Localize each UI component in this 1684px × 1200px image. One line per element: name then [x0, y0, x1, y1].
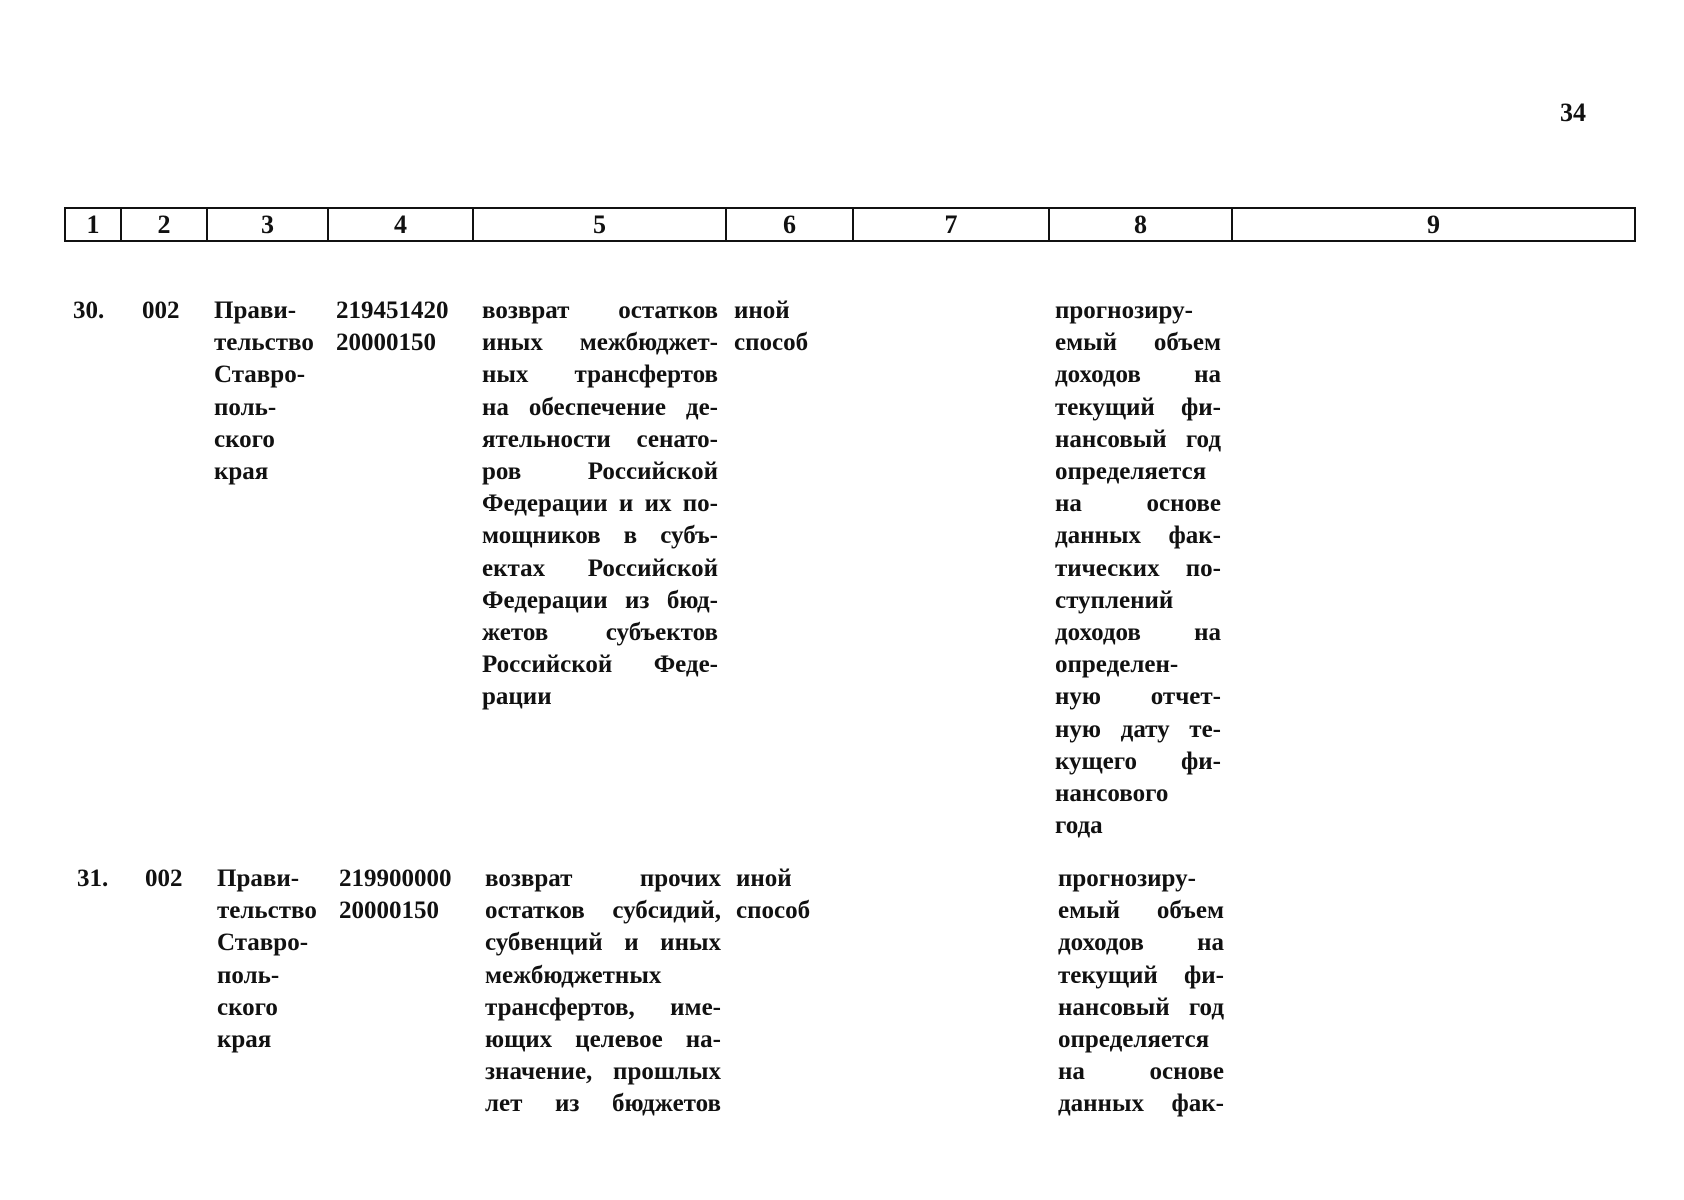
header-col-6: 6	[727, 209, 854, 240]
text-line: значение, прошлых	[485, 1058, 721, 1086]
text-line: Прави-	[217, 865, 300, 892]
header-col-9: 9	[1427, 209, 1440, 239]
text-line: определен-	[1055, 651, 1179, 679]
text-line: прогнозиру-	[1058, 865, 1196, 892]
text-line: ных трансфертов	[482, 361, 718, 389]
row-number: 31.	[77, 865, 109, 892]
text-line: кущего фи-	[1055, 747, 1221, 775]
text-line: Прави-	[214, 297, 297, 324]
text-line: емый объем	[1058, 897, 1224, 925]
forecast-method	[736, 863, 810, 927]
admin-code: 002	[145, 865, 183, 892]
text-line: ную отчет-	[1055, 683, 1221, 711]
text-line: ятельности сенато-	[482, 425, 718, 453]
text-line: трансфертов, име-	[485, 993, 721, 1021]
text-line: на обеспечение де-	[482, 393, 718, 421]
text-line: возврат прочих	[485, 865, 721, 892]
calculation-algorithm	[1058, 863, 1224, 1121]
text-line: возврат остатков	[482, 297, 718, 324]
text-line: края	[214, 458, 269, 486]
text-line: доходов на	[1055, 619, 1221, 647]
text-line: ского	[217, 993, 278, 1021]
text-line: поль-	[214, 393, 277, 421]
text-line: Ставро-	[217, 929, 309, 957]
text-line: на основе	[1055, 490, 1221, 518]
text-line: края	[217, 1026, 272, 1054]
text-line: емый объем	[1055, 329, 1221, 357]
text-line: ную дату те-	[1055, 715, 1221, 743]
text-line: нансовый год	[1055, 425, 1221, 453]
text-line: ступлений	[1055, 586, 1174, 614]
text-line: определяется	[1058, 1026, 1210, 1054]
forecast-method	[734, 295, 808, 359]
text-line: Ставро-	[214, 361, 306, 389]
admin-code: 002	[142, 297, 180, 324]
budget-classification-code	[336, 295, 449, 359]
text-line: поль-	[217, 961, 280, 989]
text-line: прогнозиру-	[1055, 297, 1193, 324]
text-line: ров Российской	[482, 458, 718, 486]
text-line: Российской Феде-	[482, 651, 718, 679]
header-col-1: 1	[66, 209, 122, 240]
text-line: иной	[736, 865, 792, 892]
text-line: нансовый год	[1058, 993, 1224, 1021]
text-line: текущий фи-	[1058, 961, 1224, 989]
text-line: 20000150	[339, 897, 439, 925]
text-line: Федерации из бюд-	[482, 586, 718, 614]
text-line: тельство	[217, 897, 317, 925]
text-line: лет из бюджетов	[485, 1090, 721, 1118]
text-line: текущий фи-	[1055, 393, 1221, 421]
text-line: рации	[482, 683, 552, 711]
header-col-3: 3	[208, 209, 329, 240]
text-line: субвенций и иных	[485, 929, 721, 957]
text-line: года	[1055, 812, 1103, 840]
text-line: иной	[734, 297, 790, 324]
text-line: иных межбюджет-	[482, 329, 718, 357]
text-line: ектах Российской	[482, 554, 718, 582]
administrator-name	[217, 863, 327, 1056]
revenue-name	[482, 295, 718, 714]
text-line: способ	[734, 329, 809, 357]
column-number-header	[64, 207, 1636, 242]
page-number: 34	[1560, 98, 1586, 127]
text-line: ского	[214, 425, 275, 453]
revenue-name	[485, 863, 721, 1121]
administrator-name	[214, 295, 324, 488]
text-line: межбюджетных	[485, 961, 662, 989]
text-line: нансового	[1055, 780, 1169, 808]
text-line: доходов на	[1058, 929, 1224, 957]
text-line: тических по-	[1055, 554, 1221, 582]
text-line: 219900000	[339, 865, 452, 892]
text-line: ющих целевое на-	[485, 1026, 721, 1054]
text-line: тельство	[214, 329, 314, 357]
text-line: Федерации и их по-	[482, 490, 718, 518]
header-col-2: 2	[122, 209, 208, 240]
text-line: способ	[736, 897, 811, 925]
text-line: определяется	[1055, 458, 1207, 486]
text-line: мощников в субъ-	[482, 522, 718, 550]
text-line: данных фак-	[1055, 522, 1221, 550]
text-line: данных фак-	[1058, 1090, 1224, 1118]
budget-classification-code	[339, 863, 452, 927]
header-col-5: 5	[474, 209, 727, 240]
header-col-8: 8	[1050, 209, 1233, 240]
text-line: жетов субъектов	[482, 619, 718, 647]
text-line: 219451420	[336, 297, 449, 324]
text-line: остатков субсидий,	[485, 897, 721, 925]
text-line: 20000150	[336, 329, 436, 357]
calculation-algorithm	[1055, 295, 1221, 842]
row-number: 30.	[73, 297, 105, 324]
text-line: доходов на	[1055, 361, 1221, 389]
text-line: на основе	[1058, 1058, 1224, 1086]
header-col-7: 7	[854, 209, 1050, 240]
header-col-4: 4	[329, 209, 474, 240]
